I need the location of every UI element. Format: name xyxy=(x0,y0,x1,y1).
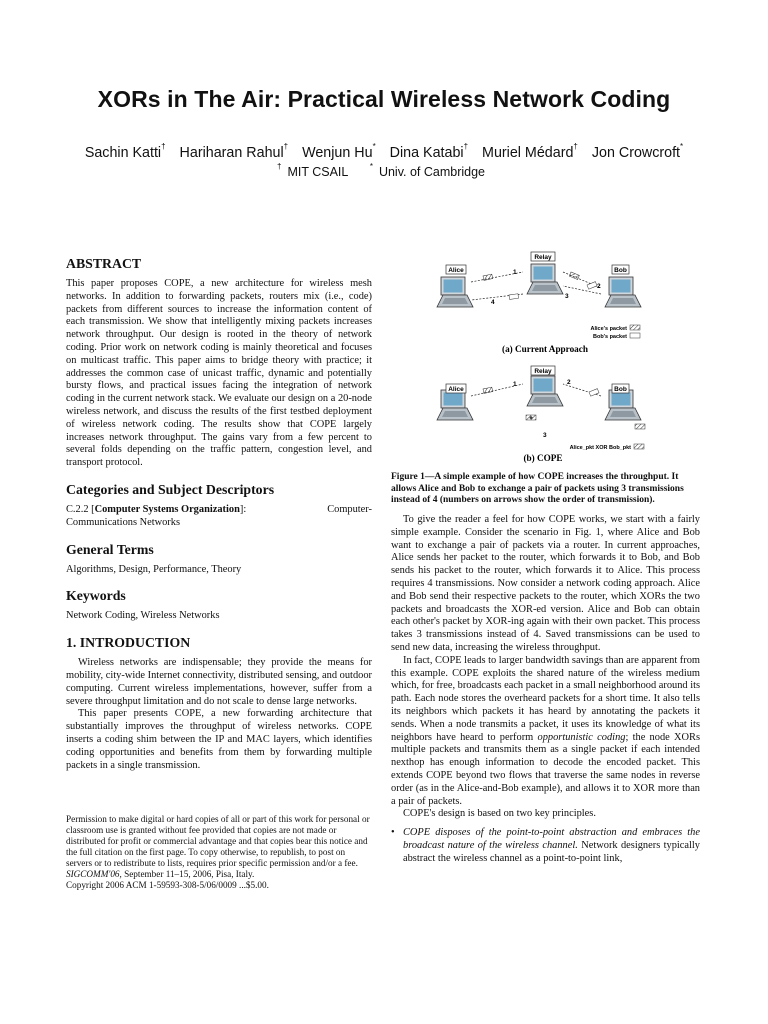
principle-bullet: • COPE disposes of the point-to-point abstraction and embraces the broadcast nature of the wireless channel. Network designers typically abstract the wireless channel as a point-to-point link, xyxy=(391,827,700,864)
author: Sachin Katti† xyxy=(84,142,166,161)
svg-text:3: 3 xyxy=(565,293,569,300)
author: Hariharan Rahul† xyxy=(179,142,289,161)
permission-notice: Permission to make digital or hard copies of all or part of this work for personal or classroom use is granted without fee provided that copies are not made or distributed for profit or commercial advantage and that copies bear this notice and the full citation on the first page. To copy otherwise, to republish, to post on servers or to redistribute to lists, requires prior specific permission and/or a fee. SIGCOMM'06, September 11–15, 2006, Pisa, Italy. Copyright 2006 ACM 1-59593-308-5/06/0009 ...$5.00. xyxy=(66,814,370,890)
subfigure-a xyxy=(437,252,641,354)
subcaption-b: (b) COPE xyxy=(523,453,563,463)
keywords-text: Network Coding, Wireless Networks xyxy=(66,610,220,622)
figure-caption: Figure 1—A simple example of how COPE increases the throughput. It allows Alice and Bob to exchange a pair of packets using 3 transmissions instead of 4 (numbers on arrows show the order of transmission). xyxy=(391,472,684,505)
bob-label-b: Bob xyxy=(614,386,627,393)
author: Dina Katabi† xyxy=(389,142,469,161)
right-paragraph-3: COPE's design is based on two key principles. xyxy=(403,808,596,820)
subfigure-b xyxy=(437,366,645,463)
affiliations xyxy=(0,162,768,179)
svg-text:2: 2 xyxy=(567,379,571,386)
right-paragraph-1: To give the reader a feel for how COPE works, we start with a fairly simple example. Consider the scenario in Fig. 1, where Alice and Bob want to exchange a pair of packets via a router. In current approaches, Alice sends her packet to the router, which forwards it to Bob, and Bob sends his packet to the router, which forwards it to Alice. This process requires 4 transmissions. Now consider a network coding approach. Alice and Bob send their respective packets to the router, which XORs the two packets and broadcasts the XOR-ed version. Alice and Bob can obtain each other's packet by XOR-ing again with their own packet. This process takes 3 transmissions instead of 4. Saved transmissions can be used to send new data, increasing the wireless throughput. xyxy=(391,514,700,653)
bob-node-a xyxy=(605,277,641,307)
right-paragraph-2: In fact, COPE leads to larger bandwidth savings than are apparent from this example. COPE exploits the shared nature of the wireless medium which, for free, broadcasts each packet in a small neighborhood around its path. Each node stores the overheard packets for a short time. It also tells its neighbors which packets it has heard by annotating the packets it sends. When a node transmits a packet, it uses its knowledge of what its neighbors have heard to perform opportunistic coding; the node XORs multiple packets and transmits them as a single packet if each intended nexthop has enough information to decode the encoded packet. This extends COPE beyond two flows that traverse the same nodes in reverse order (as in the Alice-and-Bob example), and allows it to XOR more than a pair of packets. xyxy=(391,654,701,807)
legend-alice-packet: Alice's packet xyxy=(590,326,627,332)
affiliation: * Univ. of Cambridge xyxy=(369,162,486,179)
paper-title: XORs in The Air: Practical Wireless Network Coding xyxy=(97,86,671,112)
intro-paragraph-1: Wireless networks are indispensable; they provide the means for mobility, city-wide Internet connectivity, distributed sensing, and outdoor computing. Current wireless implementations, however, suffer from a severe throughput limitation and do not scale to dense large networks. xyxy=(66,657,372,707)
categories-heading: Categories and Subject Descriptors xyxy=(66,481,275,497)
author: Wenjun Hu* xyxy=(302,142,376,161)
relay-node-a xyxy=(527,264,563,294)
author-list xyxy=(0,142,768,161)
figure-1-diagram xyxy=(391,254,700,468)
svg-text:1: 1 xyxy=(513,269,517,276)
relay-node-b xyxy=(527,376,563,406)
general-terms-heading: General Terms xyxy=(66,541,154,557)
intro-heading: 1. INTRODUCTION xyxy=(66,635,191,651)
intro-paragraph-2: This paper presents COPE, a new forwarding architecture that substantially improves the throughput of wireless networks. COPE inserts a coding shim between the IP and MAC layers, which identifies coding opportunities and benefits from them by forwarding multiple packets in a single transmission. xyxy=(66,708,372,771)
legend-bob-packet: Bob's packet xyxy=(592,334,627,340)
svg-text:1: 1 xyxy=(513,381,517,388)
abstract-text: This paper proposes COPE, a new architecture for wireless mesh networks. In addition to forwarding packets, routers mix (i.e., code) packets from different sources to increase the information content of each transmission. We show that intelligently mixing packets increases network throughput. Our design is rooted in the theory of network coding. Prior work on network coding is mainly theoretical and focuses on multicast traffic. This paper aims to bridge theory with practice; it addresses the common case of unicast traffic, dynamic and potentially bursty flows, and practical issues facing the integration of network coding in the current network stack. We evaluate our design on a 20-node wireless network, and discuss the results of the first testbed deployment of wireless network coding. The results show that COPE largely increases network throughput. The gains vary from a few percent to several folds depending on the traffic pattern, congestion level, and transport protocol. xyxy=(66,278,372,469)
relay-label-b: Relay xyxy=(534,368,552,375)
legend-xor-packet: Alice_pkt XOR Bob_pkt xyxy=(569,445,631,451)
abstract-heading: ABSTRACT xyxy=(66,256,142,271)
alice-node-b xyxy=(437,390,473,420)
alice-node-a xyxy=(437,277,473,307)
subcaption-a: (a) Current Approach xyxy=(502,344,588,354)
svg-text:3: 3 xyxy=(543,432,547,439)
author: Muriel Médard† xyxy=(482,142,578,161)
categories-line2: Communications Networks xyxy=(66,516,180,528)
right-column xyxy=(391,514,700,866)
relay-label-a: Relay xyxy=(534,254,552,261)
left-column xyxy=(66,256,372,772)
affiliation: † MIT CSAIL xyxy=(276,162,349,179)
svg-text:2: 2 xyxy=(597,283,601,290)
svg-text:⊕: ⊕ xyxy=(529,415,533,421)
alice-label-a: Alice xyxy=(448,267,464,274)
svg-text:4: 4 xyxy=(491,299,495,306)
general-terms-text: Algorithms, Design, Performance, Theory xyxy=(66,563,242,575)
bob-node-b xyxy=(605,390,641,420)
alice-label-b: Alice xyxy=(448,386,464,393)
author: Jon Crowcroft* xyxy=(591,142,684,161)
categories-line: C.2.2 [Computer Systems Organization]: Computer- xyxy=(66,503,372,515)
bob-label-a: Bob xyxy=(614,267,627,274)
keywords-heading: Keywords xyxy=(66,588,126,604)
